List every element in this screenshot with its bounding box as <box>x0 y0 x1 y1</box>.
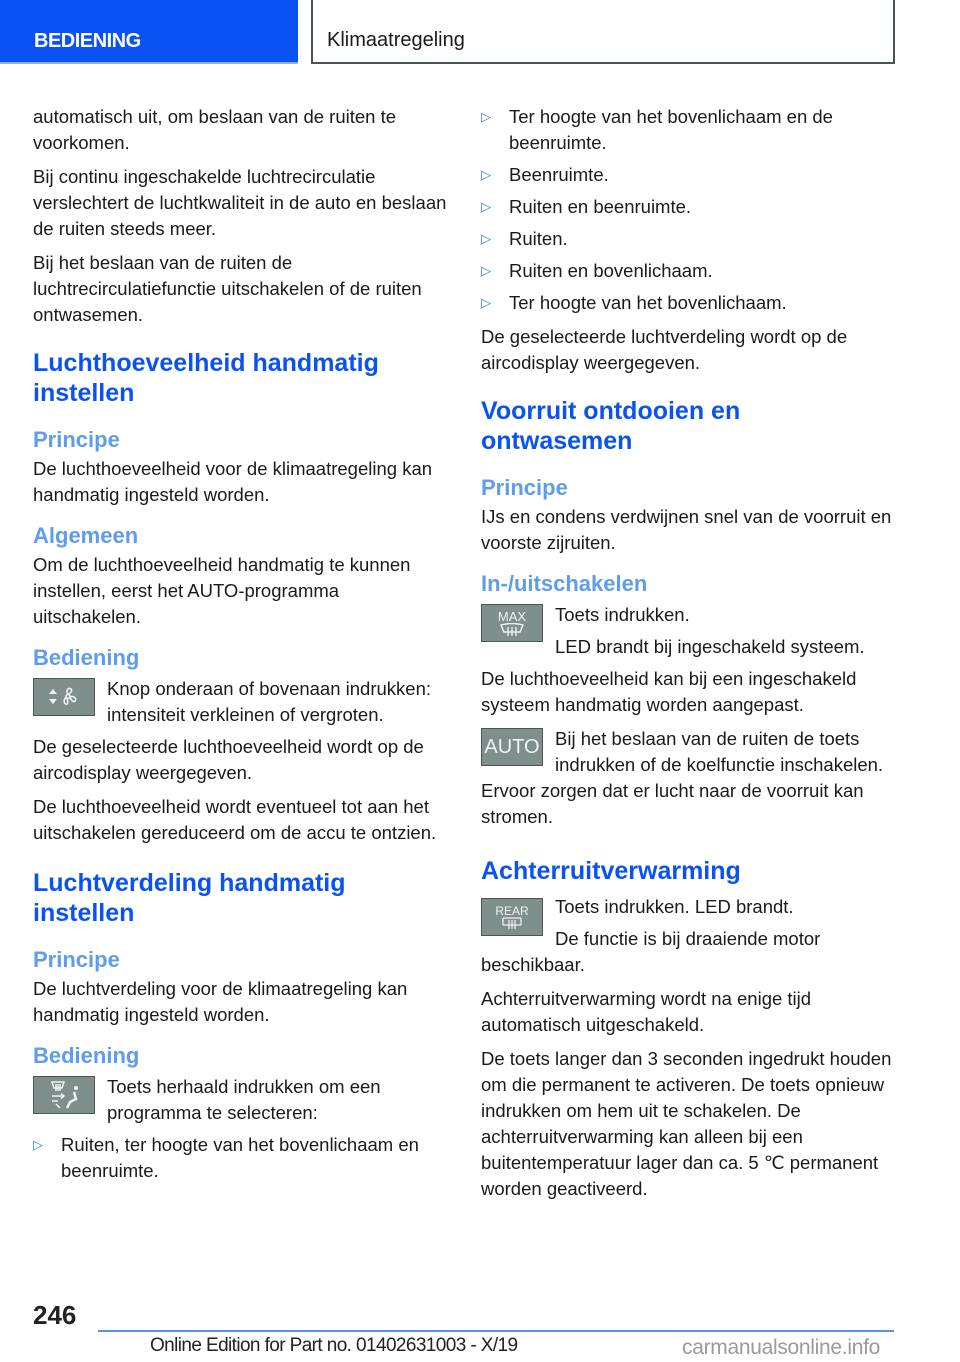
triangle-bullet-icon: ▷ <box>481 231 491 246</box>
list-item: ▷ Ruiten en bovenlichaam. <box>481 258 895 284</box>
triangle-bullet-icon: ▷ <box>481 263 491 278</box>
paragraph: De luchthoeveelheid voor de klimaatregeling kan handmatig ingesteld worden. <box>33 458 433 505</box>
fan-speed-icon <box>33 678 95 716</box>
section-heading: Voorruit ontdooien en ontwasemen <box>481 397 741 455</box>
icon-description: LED brandt bij ingeschakeld systeem. <box>555 636 865 657</box>
triangle-bullet-icon: ▷ <box>481 109 491 124</box>
left-column <box>33 104 447 1192</box>
paragraph: De luchthoeveelheid wordt eventueel tot aan het uitschakelen gereduceerd om de accu te ontzien. <box>33 796 437 843</box>
triangle-bullet-icon: ▷ <box>481 167 491 182</box>
paragraph: De luchtverdeling voor de klimaatregeling kan handmatig ingesteld worden. <box>33 978 408 1025</box>
page-number: 246 <box>33 1300 77 1330</box>
paragraph: Bij continu ingeschakelde luchtrecirculatie verslechtert de luchtkwaliteit in de auto en beslaan de ruiten steeds meer. <box>33 166 447 239</box>
subheading: In-/uitschakelen <box>481 571 648 596</box>
list-item: ▷ Ter hoogte van het bovenlichaam. <box>481 290 895 316</box>
paragraph: IJs en condens verdwijnen snel van de voorruit en voorste zijruiten. <box>481 506 892 553</box>
list-item: ▷ Ruiten en beenruimte. <box>481 194 895 220</box>
list-item: ▷ Ter hoogte van het bovenlichaam en de beenruimte. <box>481 106 833 153</box>
paragraph: De toets langer dan 3 seconden ingedrukt houden om die permanent te activeren. De toets opnieuw indrukken om hem uit te schakelen. De achterruitverwarming kan alleen bij een buitentemperatuur lager dan ca. 5 ℃ permanent worden geactiveerd. <box>481 1048 892 1199</box>
program-list <box>481 104 895 316</box>
paragraph: Achterruitverwarming wordt na enige tijd automatisch uitgeschakeld. <box>481 988 812 1035</box>
triangle-bullet-icon: ▷ <box>481 295 491 310</box>
subheading: Principe <box>481 475 568 500</box>
icon-description: De functie is bij draaiende motor beschikbaar. <box>481 928 821 975</box>
paragraph: De luchthoeveelheid kan bij een ingeschakeld systeem handmatig worden aangepast. <box>481 668 857 715</box>
paragraph: Om de luchthoeveelheid handmatig te kunnen instellen, eerst het AUTO-programma uitschakelen. <box>33 554 411 627</box>
section-heading: Luchthoeveelheid handmatig instellen <box>33 349 379 407</box>
rear-defrost-icon: REAR <box>481 898 543 936</box>
paragraph: Bij het beslaan van de ruiten de luchtrecirculatiefunctie uitschakelen of de ruiten ontwasemen. <box>33 252 422 325</box>
section-heading: Luchtverdeling handmatig instellen <box>33 869 346 927</box>
icon-row <box>33 676 447 728</box>
icon-description: Toets indrukken. <box>555 604 690 625</box>
paragraph: Ervoor zorgen dat er lucht naar de voorruit kan stromen. <box>481 780 864 827</box>
list-item: ▷ Ruiten, ter hoogte van het bovenlichaam en beenruimte. <box>33 1134 419 1181</box>
icon-row <box>33 1074 447 1126</box>
subheading: Principe <box>33 427 120 452</box>
icon-description: Toets indrukken. LED brandt. <box>555 896 794 917</box>
air-distribution-icon <box>33 1076 95 1114</box>
paragraph: De geselecteerde luchthoeveelheid wordt op de aircodisplay weergegeven. <box>33 736 424 783</box>
icon-description: Toets herhaald indrukken om een programma te selecteren: <box>107 1076 381 1123</box>
subheading: Algemeen <box>33 523 139 548</box>
program-list <box>33 1132 447 1184</box>
triangle-bullet-icon: ▷ <box>33 1137 43 1152</box>
watermark: carmanualsonline.info <box>682 1336 880 1359</box>
right-column <box>481 104 895 1210</box>
triangle-bullet-icon: ▷ <box>481 199 491 214</box>
section-label: BEDIENING <box>34 30 141 52</box>
list-item: ▷ Ruiten. <box>481 226 895 252</box>
paragraph: De geselecteerde luchtverdeling wordt op de aircodisplay weergegeven. <box>481 326 848 373</box>
subheading: Bediening <box>33 1043 140 1068</box>
section-tab <box>0 0 298 64</box>
auto-button-icon: AUTO <box>481 728 543 766</box>
icon-row <box>481 894 895 978</box>
chapter-tab <box>311 0 895 64</box>
subheading: Principe <box>33 947 120 972</box>
icon-row <box>481 602 895 660</box>
icon-description: Bij het beslaan van de ruiten de toets indrukken of de koelfunctie inschakelen. <box>555 728 884 775</box>
section-heading: Achterruitverwarming <box>481 857 741 885</box>
edition-label: Online Edition for Part no. 01402631003 - X/19 <box>150 1335 518 1356</box>
subheading: Bediening <box>33 645 140 670</box>
chapter-label: Klimaatregeling <box>327 29 465 51</box>
list-item: ▷ Beenruimte. <box>481 162 895 188</box>
footer-divider <box>98 1330 894 1332</box>
max-defrost-icon: MAX <box>481 604 543 642</box>
icon-row <box>481 726 895 778</box>
paragraph: automatisch uit, om beslaan van de ruiten te voorkomen. <box>33 106 397 153</box>
icon-description: Knop onderaan of bovenaan indrukken: intensiteit verkleinen of vergroten. <box>107 678 432 725</box>
